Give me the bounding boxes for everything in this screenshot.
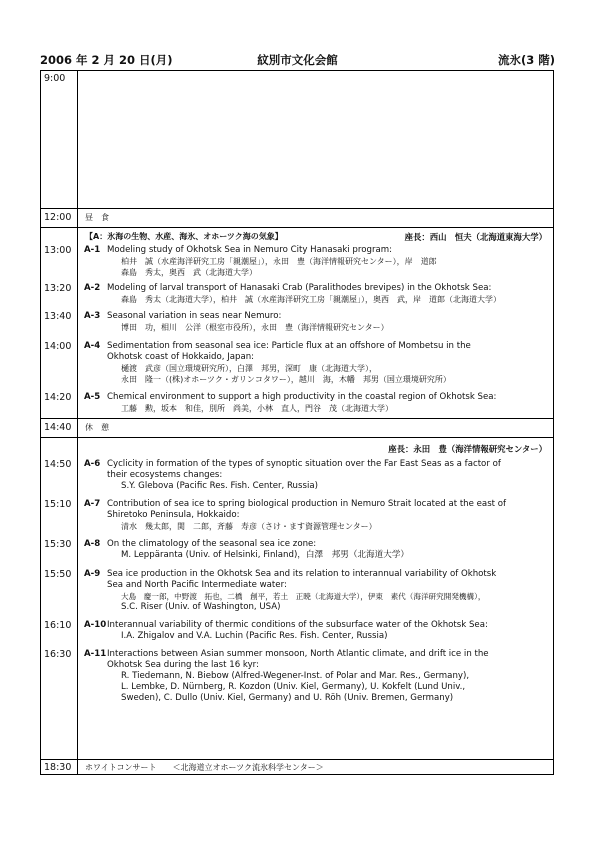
title-a3: Seasonal variation in seas near Nemuro:	[107, 311, 282, 321]
time-a3: 13:40	[44, 311, 72, 322]
authors-a1: 柏井 誠（水産海洋研究工房「親潮屋」），永田 豊（海洋情報研究センター），岸 道郎	[121, 257, 437, 266]
code-a11: A-11	[84, 649, 107, 659]
title-a11-2: Okhotsk Sea during the last 16 kyr:	[107, 660, 259, 670]
title-a6: Cyclicity in formation of the types of synoptic situation over the Far East Seas as a factor of	[107, 459, 501, 469]
code-a8: A-8	[84, 539, 101, 549]
authors-a2: 森島 秀太（北海道大学），柏井 誠（水産海洋研究工房「親潮屋」），奥西 武，岸 道郎（北海道大学）	[121, 295, 501, 304]
authors-a4-2: 永田 隆一（(株)オホーツク・ガリンコタワー），越川 海，木幡 邦男（国立環境研究所）	[121, 375, 451, 384]
lunch-label: 昼 食	[85, 213, 109, 222]
row-divider	[41, 208, 553, 209]
title-a9: Sea ice production in the Okhotsk Sea and its relation to interannual variability of Okhotsk	[107, 569, 497, 579]
row-divider	[41, 759, 553, 760]
time-1440: 14:40	[44, 422, 72, 433]
code-a7: A-7	[84, 499, 101, 509]
authors-a6: S.Y. Glebova (Pacific Res. Fish. Center, Russia)	[121, 481, 318, 491]
title-a11: Interactions between Asian summer monsoon, North Atlantic climate, and drift ice in the	[107, 649, 489, 659]
title-a7-2: Shiretoko Peninsula, Hokkaido:	[107, 510, 240, 520]
title-a4: Sedimentation from seasonal sea ice: Particle flux at an offshore of Mombetsu in the	[107, 341, 471, 351]
authors-a9: 大島 慶一郎，中野渡 拓也，二橋 創平，若土 正暁（北海道大学），伊東 素代（海洋研究開発機構），	[121, 592, 486, 601]
session-a-title: 【A：氷海の生物、水産、海氷、オホーツク海の気象】	[85, 232, 283, 241]
title-a1: Modeling study of Okhotsk Sea in Nemuro City Hanasaki program:	[107, 245, 393, 255]
time-a7: 15:10	[44, 499, 72, 510]
session-b-chair: 座長：永田 豊（海洋情報研究センター）	[388, 444, 547, 454]
time-a10: 16:10	[44, 620, 72, 631]
row-divider	[41, 227, 553, 228]
code-a9: A-9	[84, 569, 101, 579]
authors-a7: 清水 幾太郎，関 二郎，斉藤 寿彦（さけ・ます資源管理センター）	[121, 522, 377, 531]
code-a1: A-1	[84, 245, 101, 255]
time-column-divider	[77, 71, 78, 774]
title-a6-2: their ecosystems changes:	[107, 470, 223, 480]
authors-a11: R. Tiedemann, N. Biebow (Alfred-Wegener-Inst. of Polar and Mar. Res., Germany),	[121, 671, 470, 681]
time-1830: 18:30	[44, 762, 72, 773]
time-a9: 15:50	[44, 569, 72, 580]
time-a5: 14:20	[44, 392, 72, 403]
page-header	[40, 52, 555, 68]
authors-a5: 工藤 勲，坂本 和佳，別所 尚美，小林 直人，門谷 茂（北海道大学）	[121, 404, 393, 413]
time-a1: 13:00	[44, 245, 72, 256]
time-a11: 16:30	[44, 649, 72, 660]
authors-a8: M. Leppäranta (Univ. of Helsinki, Finland)，白澤 邦男（北海道大学）	[121, 550, 410, 560]
time-0900: 9:00	[44, 73, 66, 84]
title-a10: Interannual variability of thermic conditions of the subsurface water of the Okhotsk Sea:	[107, 620, 488, 630]
authors-a3: 博田 功，相川 公洋（根室市役所），永田 豊（海洋情報研究センター）	[121, 323, 389, 332]
code-a10: A-10	[84, 620, 107, 630]
break-label: 休 憩	[85, 423, 109, 432]
authors-a11-2: L. Lembke, D. Nürnberg, R. Kozdon (Univ. Kiel, Germany), U. Kokfelt (Lund Univ.,	[121, 682, 466, 692]
code-a4: A-4	[84, 341, 101, 351]
code-a6: A-6	[84, 459, 101, 469]
title-a9-2: Sea and North Pacific Intermediate water:	[107, 580, 287, 590]
time-a2: 13:20	[44, 283, 72, 294]
code-a5: A-5	[84, 392, 101, 402]
schedule-table	[40, 70, 554, 775]
code-a2: A-2	[84, 283, 101, 293]
title-a4-2: Okhotsk coast of Hokkaido, Japan:	[107, 352, 255, 362]
header-date: 2006 年 2 月 20 日(月)	[40, 53, 173, 67]
authors-a9-2: S.C. Riser (Univ. of Washington, USA)	[121, 602, 281, 612]
authors-a11-3: Sweden), C. Dullo (Univ. Kiel, Germany) and U. Röh (Univ. Bremen, Germany)	[121, 693, 454, 703]
title-a7: Contribution of sea ice to spring biological production in Nemuro Strait located at the east of	[107, 499, 507, 509]
session-a-chair: 座長：西山 恒夫（北海道東海大学）	[404, 232, 547, 242]
title-a2: Modeling of larval transport of Hanasaki Crab (Paralithodes brevipes) in the Okhotsk Sea:	[107, 283, 492, 293]
time-a6: 14:50	[44, 459, 72, 470]
time-a8: 15:30	[44, 539, 72, 550]
title-a5: Chemical environment to support a high productivity in the coastal region of Okhotsk Sea:	[107, 392, 497, 402]
concert-label: ホワイトコンサート ＜北海道立オホーツク流氷科学センター＞	[85, 763, 324, 772]
header-room: 流氷(3 階)	[497, 53, 555, 67]
authors-a1-2: 森島 秀太，奥西 武（北海道大学）	[121, 268, 257, 277]
row-divider	[41, 418, 553, 419]
authors-a10: I.A. Zhigalov and V.A. Luchin (Pacific Res. Fish. Center, Russia)	[121, 631, 388, 641]
title-a8: On the climatology of the seasonal sea ice zone:	[107, 539, 317, 549]
row-divider	[41, 437, 553, 438]
time-a4: 14:00	[44, 341, 72, 352]
code-a3: A-3	[84, 311, 101, 321]
header-venue: 紋別市文化会館	[257, 53, 338, 67]
time-1200: 12:00	[44, 212, 72, 223]
authors-a4: 樋渡 武彦（国立環境研究所），白澤 邦男，深町 康（北海道大学），	[121, 364, 377, 373]
